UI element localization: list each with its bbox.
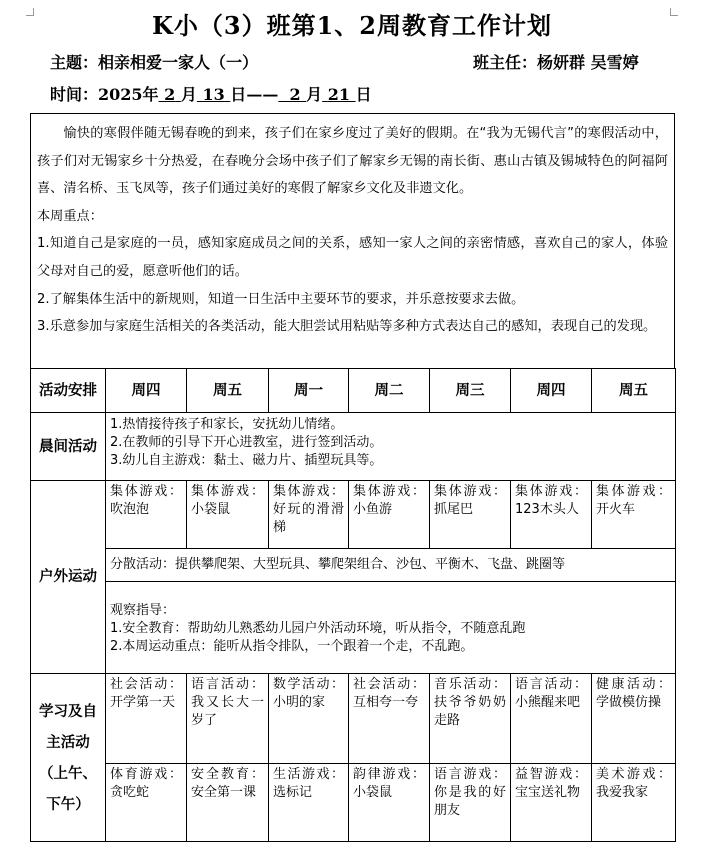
game-activity-1: 体育游戏：贪吃蛇 — [106, 764, 187, 842]
day-char-1: 日 — [230, 85, 247, 104]
group-game-4: 集体游戏：小鱼游 — [349, 481, 430, 549]
guidance-line-2: 1.安全教育：帮助幼儿熟悉幼儿园户外活动环境，听从指令，不随意乱跑 — [110, 621, 526, 636]
game-activity-7: 美术游戏：我爱我家 — [592, 764, 676, 842]
teacher-line — [473, 50, 639, 73]
day-header-7: 周五 — [592, 369, 676, 413]
game-activity-4: 韵律游戏：小袋鼠 — [349, 764, 430, 842]
theme-line — [50, 50, 258, 73]
day-header-6: 周四 — [511, 369, 592, 413]
month-char-2: 月 — [306, 85, 323, 104]
guidance-line-1: 观察指导： — [110, 603, 176, 618]
day-header-4: 周二 — [349, 369, 430, 413]
time-end-month: 2 — [289, 85, 301, 104]
morning-line-3: 3.幼儿自主游戏：黏土、磁力片、插塑玩具等。 — [110, 453, 383, 468]
theme-value: 相亲相爱一家人（一） — [98, 53, 259, 72]
game-activity-3: 生活游戏：选标记 — [269, 764, 349, 842]
time-dash: —— — [246, 85, 279, 104]
time-line — [50, 82, 372, 105]
group-game-5: 集体游戏：抓尾巴 — [430, 481, 511, 549]
group-game-6: 集体游戏：123木头人 — [511, 481, 592, 549]
time-end-day: 21 — [327, 85, 351, 104]
guidance-row — [31, 582, 676, 674]
learning-activity-5: 音乐活动：扶爷爷奶奶走路 — [430, 674, 511, 764]
activity-header: 活动安排 — [31, 369, 106, 413]
page-title: K小（3）班第1、2周教育工作计划 — [152, 11, 552, 40]
focus-point-3: 3.乐意参加与家庭生活相关的各类活动，能大胆尝试用粘贴等多种方式表达自己的感知，表现自己的发现。 — [37, 319, 657, 335]
time-label: 时间： — [50, 85, 99, 104]
time-start-day: 13 — [202, 85, 225, 104]
game-activity-6: 益智游戏：宝宝送礼物 — [511, 764, 592, 842]
morning-label: 晨间活动 — [31, 413, 106, 481]
day-header-5: 周三 — [430, 369, 511, 413]
learning-activity-1: 社会活动：开学第一天 — [106, 674, 187, 764]
intro-paragraph: 愉快的寒假伴随无锡春晚的到来，孩子们在家乡度过了美好的假期。在“我为无锡代言”的寒假活动中，孩子们对无锡家乡十分热爱，在春晚分会场中孩子们了解家乡无锡的南长街、惠山古镇及锡城特色的阿福阿喜、清名桥、玉飞凤等，孩子们通过美好的寒假了解家乡文化及非遗文化。 — [37, 126, 668, 197]
learning-label — [31, 674, 106, 842]
focus-label: 本周重点： — [37, 208, 103, 224]
learning-label-line-2: 主活动 — [46, 733, 90, 751]
intro-box — [30, 113, 675, 368]
day-header-1: 周四 — [106, 369, 187, 413]
learning-activity-6: 语言活动：小熊醒来吧 — [511, 674, 592, 764]
learning-label-line-4: 下午） — [46, 795, 90, 813]
learning-row-2 — [31, 764, 676, 842]
schedule-table — [30, 368, 676, 842]
outdoor-label: 户外运动 — [31, 481, 106, 674]
outdoor-games-row — [31, 481, 676, 549]
teacher-label: 班主任： — [473, 53, 538, 72]
guidance-line-3: 2.本周运动重点：能听从指令排队，一个跟着一个走，不乱跑。 — [110, 639, 474, 654]
month-char-1: 月 — [180, 85, 197, 104]
free-play-text: 分散活动：提供攀爬架、大型玩具、攀爬架组合、沙包、平衡木、飞盘、跳圈等 — [106, 549, 676, 582]
guidance-content — [106, 582, 676, 674]
day-char-2: 日 — [355, 85, 372, 104]
group-game-7: 集体游戏：开火车 — [592, 481, 676, 549]
morning-line-1: 1.热情接待孩子和家长，安抚幼儿情绪。 — [110, 417, 344, 432]
morning-content — [106, 413, 676, 481]
learning-activity-7: 健康活动：学做模仿操 — [592, 674, 676, 764]
learning-activity-3: 数学活动：小明的家 — [269, 674, 349, 764]
focus-point-2: 2.了解集体生活中的新规则，知道一日生活中主要环节的要求，并乐意按要求去做。 — [37, 291, 525, 307]
day-header-3: 周一 — [269, 369, 349, 413]
theme-label: 主题： — [50, 53, 99, 72]
time-year: 2025年 — [98, 85, 159, 104]
group-game-3: 集体游戏：好玩的滑滑梯 — [269, 481, 349, 549]
morning-line-2: 2.在教师的引导下开心进教室，进行签到活动。 — [110, 435, 383, 450]
game-activity-2: 安全教育：安全第一课 — [187, 764, 269, 842]
game-activity-5: 语言游戏：你是我的好朋友 — [430, 764, 511, 842]
learning-activity-4: 社会活动：互相夸一夸 — [349, 674, 430, 764]
teacher-value: 杨妍群 吴雪婷 — [537, 53, 639, 72]
free-play-row — [31, 549, 676, 582]
learning-label-line-3: （上午、 — [39, 764, 97, 782]
focus-point-1: 1.知道自己是家庭的一员，感知家庭成员之间的关系，感知一家人之间的亲密情感，喜欢自己的家人，体验父母对自己的爱，愿意听他们的话。 — [37, 236, 668, 279]
day-header-2: 周五 — [187, 369, 269, 413]
group-game-1: 集体游戏：吹泡泡 — [106, 481, 187, 549]
learning-row-1 — [31, 674, 676, 764]
day-header-row — [31, 369, 676, 413]
group-game-2: 集体游戏：小袋鼠 — [187, 481, 269, 549]
learning-activity-2: 语言活动：我又长大一岁了 — [187, 674, 269, 764]
learning-label-line-1: 学习及自 — [39, 702, 97, 720]
time-start-month: 2 — [164, 85, 176, 104]
morning-row — [31, 413, 676, 481]
